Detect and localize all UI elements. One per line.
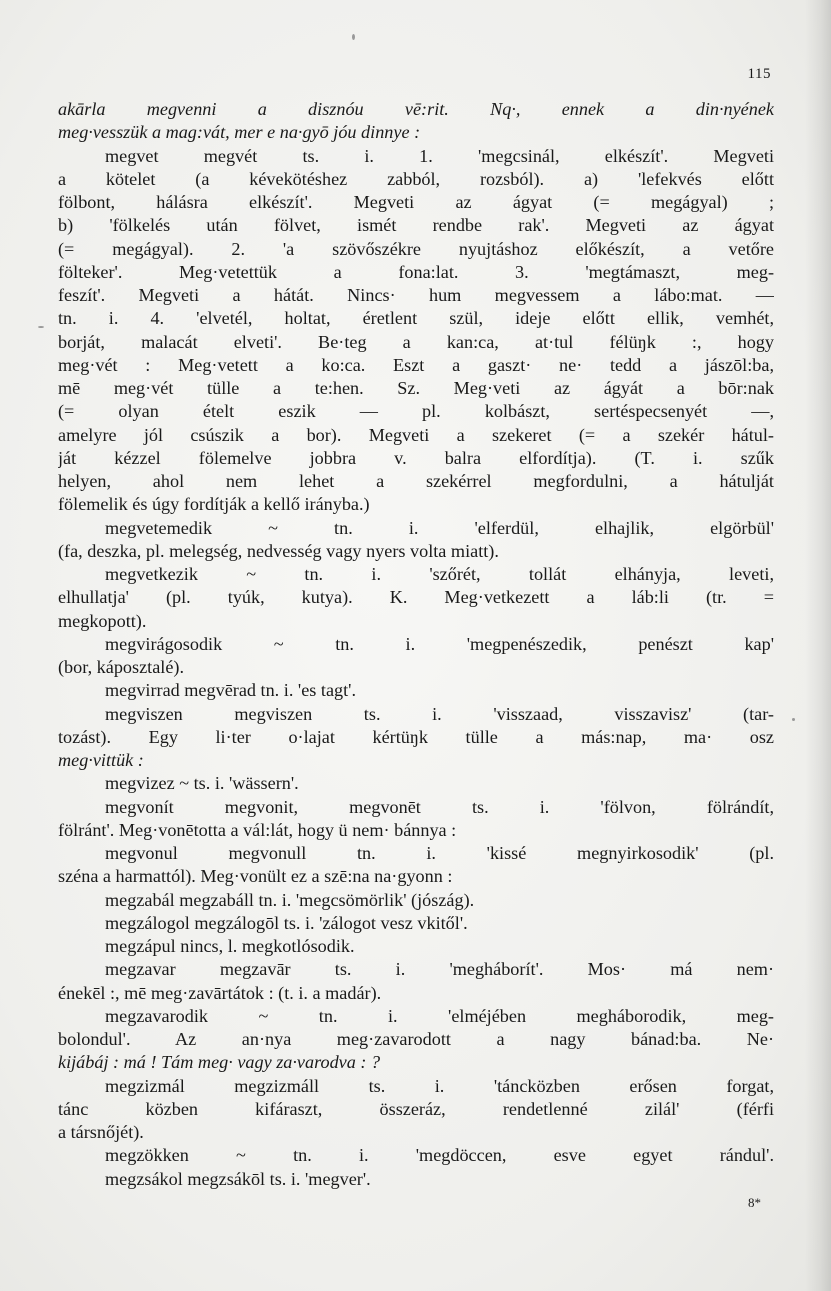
text-line: elhullatja' (pl. tyúk, kutya). K. Meg·vetkezett a láb:li (tr. = [58, 587, 774, 608]
text-line: bolondul'. Az an·nya meg·zavarodott a nagy bánad:ba. Ne· [58, 1029, 774, 1049]
text-line: megviszen megviszen ts. i. 'visszaad, visszavisz' (tar- [105, 703, 774, 724]
text-line: megvetkezik ~ tn. i. 'szőrét, tollát elhányja, leveti, [105, 564, 774, 584]
text-line: széna a harmattól). Meg·vonült ez a szē:na na·gyonn : [58, 866, 453, 887]
text-line: amelyre jól csúszik a bor). Megveti a szekeret (= a szekér hátul- [58, 424, 774, 445]
text-line: megzápul nincs, l. megkotlósodik. [105, 936, 355, 956]
text-line: helyen, ahol nem lehet a szekérrel megfordulni, a hátulját [58, 471, 774, 491]
text-line: meg·vét : Meg·vetett a ko:ca. Eszt a gaszt· ne· tedd a jászōl:ba, [58, 354, 774, 375]
text-line: (bor, káposztalé). [58, 657, 185, 677]
text-line: megvonít megvonit, megvonēt ts. i. 'fölvon, fölrándít, [105, 796, 774, 817]
text-line: tánc közben kifáraszt, összeráz, rendetlenné zilál' (férfi [58, 1098, 774, 1119]
text-line: kijábáj : má ! Tám meg· vagy za·varodva : ? [58, 1052, 381, 1073]
scan-speck [38, 326, 44, 328]
text-line: (= olyan ételt eszik — pl. kolbászt, sertéspecsenyét —, [58, 401, 774, 422]
text-line: feszít'. Megveti a hátát. Nincs· hum megvessem a lábo:mat. — [58, 285, 774, 305]
text-line: megvirágosodik ~ tn. i. 'megpenészedik, penészt kap' [105, 633, 774, 654]
text-line: fölbont, hálásra elkészít'. Megveti az ágyat (= megágyal) ; [58, 192, 774, 212]
text-line: b) 'fölkelés után fölvet, ismét rendbe rak'. Megveti az ágyat [58, 215, 774, 236]
text-line: megvetemedik ~ tn. i. 'elferdül, elhajlik, elgörbül' [105, 517, 774, 538]
text-line: (= megágyal). 2. 'a szövőszékre nyujtáshoz előkészít, a vetőre [58, 238, 774, 259]
text-line: meg·vesszük a mag:vát, mer e na·gyō jóu dinnye : [58, 122, 421, 143]
text-line: megzabál megzabáll tn. i. 'megcsömörlik' (jószág). [105, 889, 475, 910]
text-line: borját, malacát elveti'. Be·teg a kan:ca, at·tul félüŋk :, hogy [58, 331, 774, 352]
text-line: megzavar megzavār ts. i. 'megháborít'. Mos· má nem· [105, 959, 774, 980]
text-line: megvet megvét ts. i. 1. 'megcsinál, elkészít'. Megveti [105, 145, 774, 166]
scan-speck [792, 718, 795, 721]
text-line: (fa, deszka, pl. melegség, nedvesség vagy nyers volta miatt). [58, 540, 499, 561]
page-number: 115 [747, 66, 771, 82]
text-line: tozást). Egy li·ter o·lajat kértüŋk tülle a más:nap, ma· osz [58, 726, 774, 747]
text-line: megzálogol megzálogōl ts. i. 'zálogot vesz vkitől'. [105, 912, 468, 933]
scan-speck [352, 34, 355, 40]
text-line: fölránt'. Meg·vonētotta a vál:lát, hogy ü nem· bánnya : [58, 819, 457, 840]
signature-mark: 8* [748, 1194, 761, 1210]
text-line: a kötelet (a kévekötéshez zabból, rozsból). a) 'lefekvés előtt [58, 168, 774, 189]
text-line: megzökken ~ tn. i. 'megdöccen, esve egyet rándul'. [105, 1145, 774, 1166]
text-line: énekēl :, mē meg·zavārtátok : (t. i. a madár). [58, 982, 382, 1003]
text-line: mē meg·vét tülle a te:hen. Sz. Meg·veti az ágyát a bōr:nak [58, 378, 774, 398]
text-line: fölemelik és úgy fordítják a kellő irányba.) [58, 494, 370, 515]
page-edge-shadow [805, 0, 831, 1291]
dictionary-text-block [58, 98, 774, 1191]
text-line: fölteker'. Meg·vetettük a fona:lat. 3. 'megtámaszt, meg- [58, 261, 774, 282]
text-line: megzsákol megzsákōl ts. i. 'megver'. [105, 1168, 371, 1189]
text-line: meg·vittük : [58, 750, 144, 770]
text-line: tn. i. 4. 'elvetél, holtat, éretlent szül, ideje előtt ellik, vemhét, [58, 308, 774, 329]
text-line: megvirrad megvērad tn. i. 'es tagt'. [105, 680, 356, 701]
text-line: a társnőjét). [58, 1122, 144, 1142]
text-line: megkopott). [58, 610, 147, 631]
text-line: megvizez ~ ts. i. 'wässern'. [105, 773, 299, 794]
text-line: megvonul megvonull tn. i. 'kissé megnyirkosodik' (pl. [105, 843, 774, 863]
text-line: ját kézzel fölemelve jobbra v. balra elfordítja). (T. i. szűk [58, 447, 774, 468]
text-line: megzavarodik ~ tn. i. 'elméjében megháborodik, meg- [105, 1005, 774, 1026]
text-line: megzizmál megzizmáll ts. i. 'táncközben erősen forgat, [105, 1075, 774, 1096]
text-line: akārla megvenni a disznóu vē:rit. Nq·, ennek a din·nyének [58, 99, 774, 119]
